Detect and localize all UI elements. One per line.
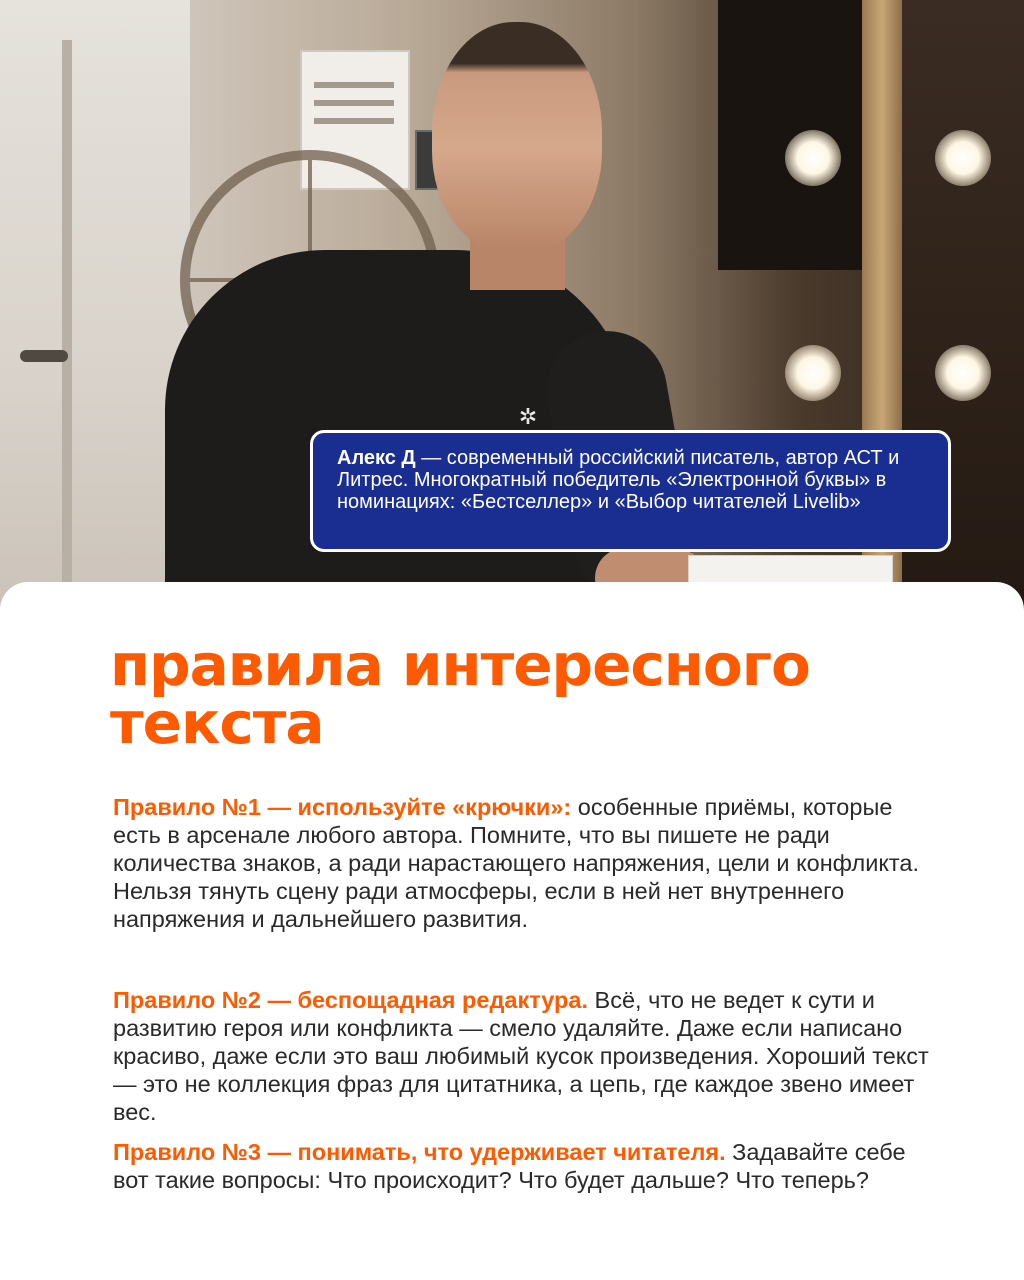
page-title: правила интересного текста [110,631,810,757]
rule-3 [113,1138,933,1194]
rule-3-heading: Правило №3 — понимать, что удерживает читателя. [113,1139,726,1165]
light-bulb-icon [935,345,991,401]
rule-1-text: особенные приёмы, которые есть в арсенале любого автора. Помните, что вы пишете не ради количества знаков, а ради нарастающего напряжения, цели и конфликта. Нельзя тянуть сцену ради атмосферы, если в ней нет внутреннего напряжения и дальнейшего развития. [113,794,919,932]
photo-door [62,40,72,640]
rule-1-heading: Правило №1 — используйте «крючки»: [113,794,572,820]
rule-2 [113,986,933,1126]
rule-2-text: Всё, что не ведет к сути и развитию героя или конфликта — смело удаляйте. Даже если написано красиво, даже если это ваш любимый кусок произведения. Хороший текст — это не коллекция фраз для цитатника, а цепь, где каждое звено имеет вес. [113,987,929,1125]
light-bulb-icon [785,345,841,401]
author-name: Алекс Д [337,447,416,469]
author-caption [310,430,951,552]
photo-wall [0,0,190,640]
photo-door-handle [20,350,68,362]
photo-person-head [432,22,602,252]
rule-1 [113,793,933,933]
light-bulb-icon [935,130,991,186]
rule-2-heading: Правило №2 — беспощадная редактура. [113,987,589,1013]
author-bio: — современный российский писатель, автор АСТ и Литрес. Многократный победитель «Электронной буквы» в номинациях: «Бестселлер» и «Выбор читателей Livelib» [337,447,900,513]
shirt-logo-icon: ✲ [518,405,538,430]
photo-mirror [718,0,868,270]
rule-3-text: Задавайте себе вот такие вопросы: Что происходит? Что будет дальше? Что теперь? [113,1139,906,1193]
light-bulb-icon [785,130,841,186]
